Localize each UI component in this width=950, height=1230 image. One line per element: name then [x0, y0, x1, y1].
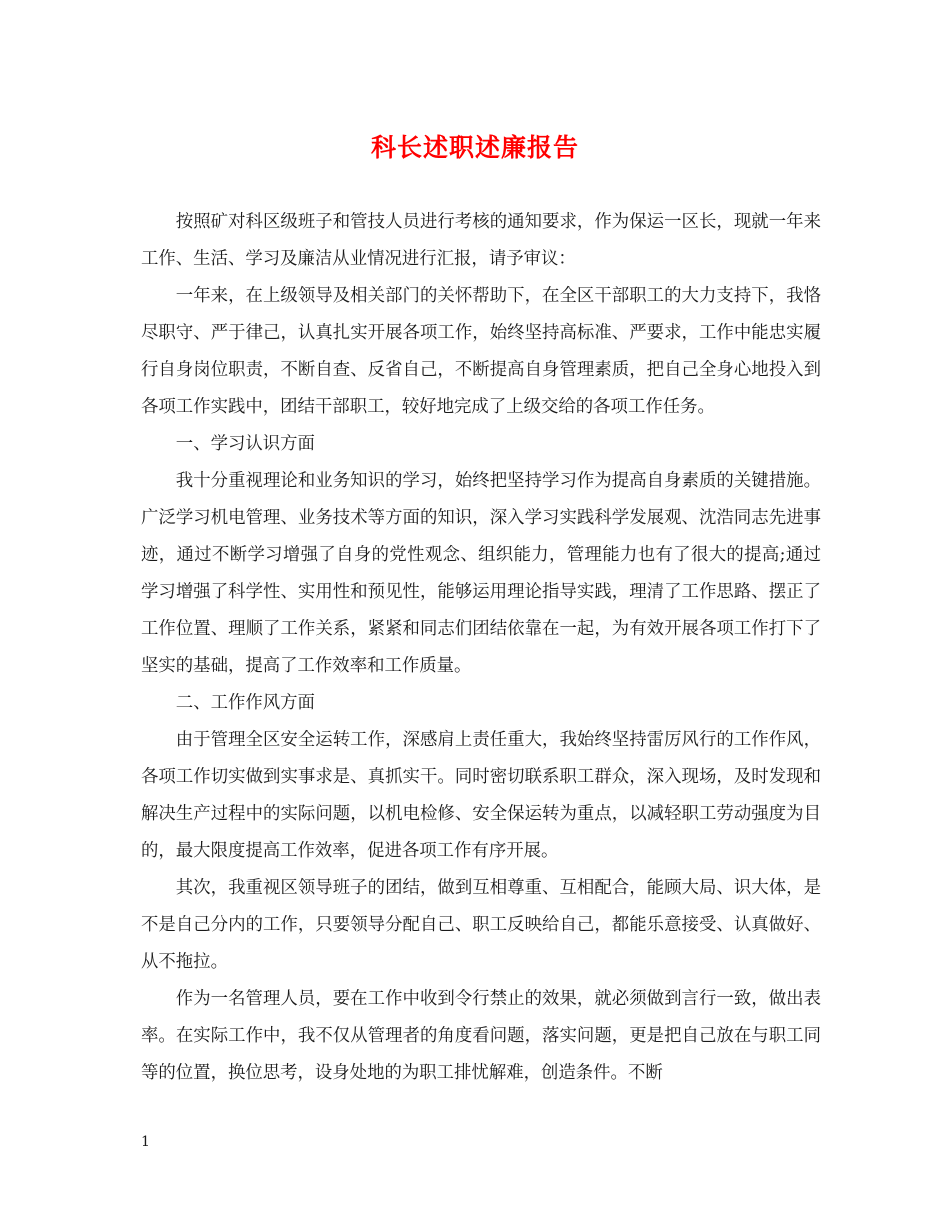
section-heading-work-style: 二、工作作风方面: [175, 693, 315, 713]
paragraph-study: 我十分重视理论和业务知识的学习，始终把坚持学习作为提高自身素质的关键措施。广泛学习机电管理、业务技术等方面的知识，深入学习实践科学发展观、沈浩同志先进事迹，通过不断学习增强了自身的党性观念、组织能力，管理能力也有了很大的提高;通过学习增强了科学性、实用性和预见性，能够运用理论指导实践，理清了工作思路、摆正了工作位置、理顺了工作关系，紧紧和同志们团结依靠在一起，为有效开展各项工作打下了坚实的基础，提高了工作效率和工作质量。: [141, 471, 821, 676]
paragraph-work-style: 由于管理全区安全运转工作，深感肩上责任重大，我始终坚持雷厉风行的工作作风，各项工作切实做到实事求是、真抓实干。同时密切联系职工群众，深入现场，及时发现和解决生产过程中的实际问题，以机电检修、安全保运转为重点，以减轻职工劳动强度为目的，最大限度提高工作效率，促进各项工作有序开展。: [141, 730, 821, 861]
paragraph-intro: 按照矿对科区级班子和管技人员进行考核的通知要求，作为保运一区长，现就一年来工作、生活、学习及廉洁从业情况进行汇报，请予审议：: [141, 212, 821, 269]
section-heading-study: 一、学习认识方面: [175, 434, 315, 454]
document-body: [141, 204, 821, 1092]
page-number: 1: [141, 1134, 150, 1150]
paragraph-example: 作为一名管理人员，要在工作中收到令行禁止的效果，就必须做到言行一致，做出表率。在实际工作中，我不仅从管理者的角度看问题，落实问题，更是把自己放在与职工同等的位置，换位思考，设身处地的为职工排忧解难，创造条件。不断: [141, 989, 821, 1083]
paragraph-summary: 一年来，在上级领导及相关部门的关怀帮助下，在全区干部职工的大力支持下，我恪尽职守、严于律己，认真扎实开展各项工作，始终坚持高标准、严要求，工作中能忠实履行自身岗位职责，不断自查、反省自己，不断提高自身管理素质，把自己全身心地投入到各项工作实践中，团结干部职工，较好地完成了上级交给的各项工作任务。: [141, 286, 821, 417]
document-title: 科长述职述廉报告: [370, 133, 579, 162]
paragraph-teamwork: 其次，我重视区领导班子的团结，做到互相尊重、互相配合，能顾大局、识大体，是不是自己分内的工作，只要领导分配自己、职工反映给自己，都能乐意接受、认真做好、从不拖拉。: [141, 878, 821, 972]
